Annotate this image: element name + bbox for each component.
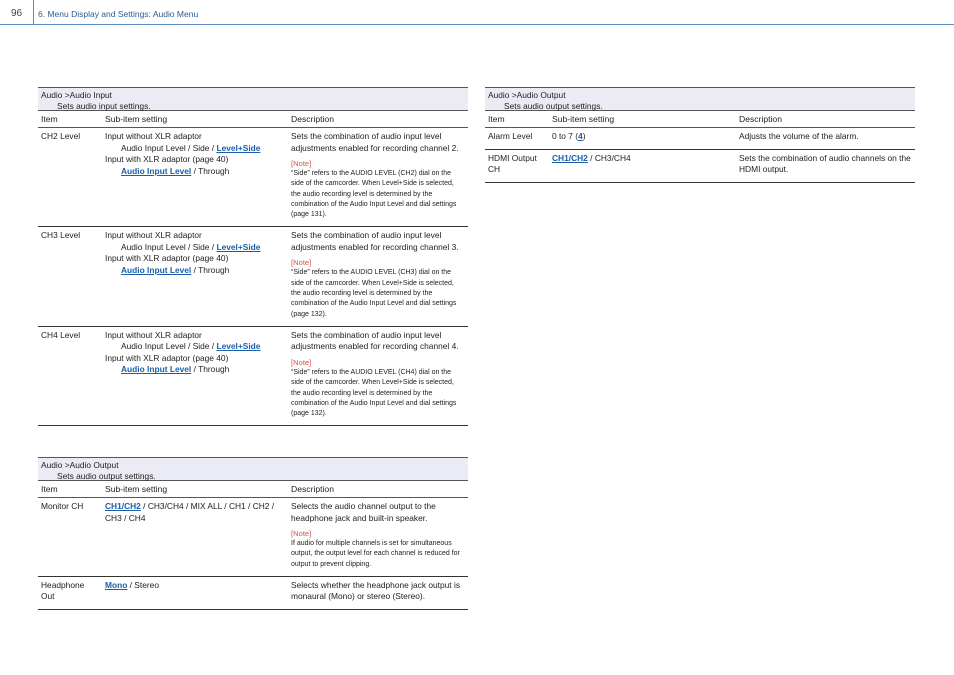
default-option: Level+Side [216, 241, 261, 252]
description [288, 498, 468, 576]
default-option: Mono [105, 579, 128, 590]
sub-item [102, 498, 288, 576]
page-header [0, 0, 954, 25]
default-option: Audio Input Level [121, 165, 192, 176]
description [736, 128, 915, 149]
sub-item [102, 128, 288, 226]
item-name: HDMI Output CH [488, 152, 537, 174]
column-headers [38, 480, 468, 498]
section-header [38, 457, 468, 480]
note-label: [Note] [291, 159, 312, 168]
section-header [38, 87, 468, 110]
description [288, 327, 468, 425]
section-subtitle: Sets audio output settings. [504, 101, 603, 111]
option-text: Audio Input Level / Side / [121, 241, 217, 252]
description [288, 577, 468, 609]
note-text: “Side” refers to the AUDIO LEVEL (CH2) dial on the side of the camcorder. When Level+Side is selected, the audio recording level is determined by the combination of the Audio Input Level and dial settings (page 131). [291, 170, 457, 219]
sub-item [102, 327, 288, 425]
audio-output-table-right [485, 87, 915, 183]
column-headers [485, 110, 915, 128]
table-row [38, 327, 468, 426]
description-text: Sets the combination of audio input level adjustments enabled for recording channel 2. [291, 131, 459, 153]
option-text: / CH3/CH4 / MIX ALL / CH1 / CH2 / CH3 / CH4 [105, 501, 275, 523]
col-sub: Sub-item setting [105, 484, 168, 494]
column-headers [38, 110, 468, 128]
col-item: Item [488, 114, 505, 124]
section-header [485, 87, 915, 110]
description [288, 227, 468, 325]
item-name: Alarm Level [488, 131, 533, 141]
header-divider [33, 0, 34, 24]
option-text: / Stereo [127, 579, 159, 590]
item-name: CH4 Level [41, 329, 81, 340]
table-row [38, 498, 468, 577]
table-row [38, 227, 468, 326]
page-number: 96 [11, 8, 23, 19]
description-text: Selects the audio channel output to the headphone jack and built-in speaker. [291, 501, 436, 523]
description-text: Sets the combination of audio input level adjustments enabled for recording channel 3. [291, 230, 459, 252]
col-sub: Sub-item setting [552, 114, 615, 124]
default-option: Level+Side [216, 142, 261, 153]
description-text: Selects whether the headphone jack output is monaural (Mono) or stereo (Stereo). [291, 579, 461, 602]
item-name: Headphone Out [41, 579, 85, 602]
option-text: / Through [191, 364, 230, 375]
sub-line: Input with XLR adaptor (page 40) [105, 154, 229, 164]
table-row [485, 128, 915, 150]
sub-line [105, 242, 285, 254]
note-text: “Side” refers to the AUDIO LEVEL (CH3) dial on the side of the camcorder. When Level+Side is selected, the audio recording level is determined by the combination of the Audio Input Level and dial settings (page 132). [291, 269, 457, 318]
option-text: / CH3/CH4 [587, 152, 631, 163]
section-title: Audio >Audio Output [41, 460, 119, 470]
sub-item [102, 227, 288, 325]
default-option: Audio Input Level [121, 264, 192, 275]
item-name: CH2 Level [41, 131, 81, 141]
option-text: 0 to 7 ( [552, 131, 579, 141]
col-desc: Description [291, 484, 334, 494]
description-text: Sets the combination of audio channels on the HDMI output. [739, 152, 911, 174]
audio-input-table [38, 87, 468, 426]
col-item: Item [41, 114, 58, 124]
sub-line: Input without XLR adaptor [105, 131, 202, 141]
default-option: CH1/CH2 [552, 152, 588, 163]
sub-item [549, 128, 736, 149]
sub-line [105, 265, 285, 277]
sub-line [105, 341, 285, 353]
col-desc: Description [291, 114, 334, 124]
sub-line: Input with XLR adaptor (page 40) [105, 352, 229, 363]
option-text: Audio Input Level / Side / [121, 142, 217, 153]
sub-line [105, 143, 285, 155]
description-text: Sets the combination of audio input level adjustments enabled for recording channel 4. [291, 329, 459, 352]
sub-item [549, 150, 736, 182]
section-title: Audio >Audio Output [488, 90, 566, 100]
section-subtitle: Sets audio input settings. [57, 101, 151, 111]
option-text: / Through [191, 165, 230, 176]
sub-line: Input with XLR adaptor (page 40) [105, 253, 229, 264]
section-subtitle: Sets audio output settings. [57, 471, 156, 481]
col-sub: Sub-item setting [105, 114, 168, 124]
audio-output-table-left [38, 457, 468, 610]
description [288, 128, 468, 226]
note-text: “Side” refers to the AUDIO LEVEL (CH4) dial on the side of the camcorder. When Level+Side is selected, the audio recording level is determined by the combination of the Audio Input Level and dial settings (page 132). [291, 368, 457, 418]
table-row [38, 128, 468, 227]
option-text: / Through [191, 264, 230, 275]
chapter-title: 6. Menu Display and Settings: Audio Menu [38, 9, 199, 19]
table-row [38, 577, 468, 610]
section-title: Audio >Audio Input [41, 90, 113, 100]
sub-line: Input without XLR adaptor [105, 329, 202, 340]
col-desc: Description [739, 114, 782, 124]
note-label: [Note] [291, 357, 312, 367]
sub-item [102, 577, 288, 609]
item-name: CH3 Level [41, 230, 81, 241]
note-text: If audio for multiple channels is set for simultaneous output, the output level for each channel is reduced for output to prevent clipping. [291, 540, 460, 568]
note-label: [Note] [291, 258, 312, 268]
col-item: Item [41, 484, 58, 494]
default-option: Level+Side [216, 341, 261, 352]
sub-line: Input without XLR adaptor [105, 230, 202, 241]
option-text: Audio Input Level / Side / [121, 341, 217, 352]
sub-line [105, 364, 285, 376]
note-label: [Note] [291, 529, 312, 538]
table-row [485, 150, 915, 183]
item-name: Monitor CH [41, 501, 84, 511]
option-text: ) [582, 131, 586, 141]
description [736, 150, 915, 182]
default-option: 4 [578, 131, 583, 141]
sub-line [105, 166, 285, 178]
description-text: Adjusts the volume of the alarm. [739, 131, 859, 141]
default-option: Audio Input Level [121, 364, 192, 375]
default-option: CH1/CH2 [105, 501, 141, 511]
